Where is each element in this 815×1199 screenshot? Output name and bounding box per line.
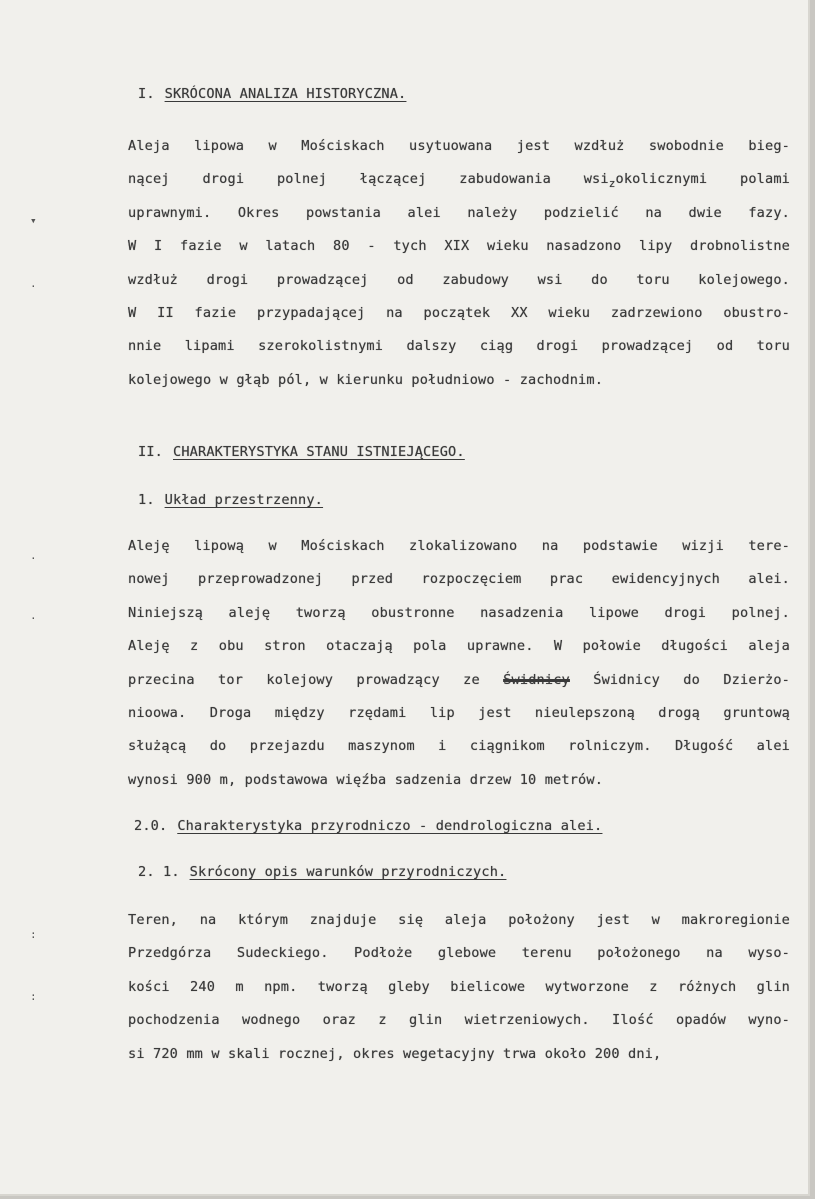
subsection-heading-2-0: 2.0. Charakterystyka przyrodniczo - dendrologiczna alei. — [134, 818, 603, 834]
text-line: W I fazie w latach 80 - tych XIX wieku nasadzono lipy drobnolistne — [128, 238, 790, 255]
section-title: Skrócony opis warunków przyrodniczych. — [189, 864, 507, 880]
paragraph-layout — [128, 530, 790, 797]
text-line: nowej przeprowadzonej przed rozpoczęciem prac ewidencyjnych alei. — [128, 571, 790, 588]
text-line: służącą do przejazdu maszynom i ciągnikom rolniczym. Długość alei — [128, 738, 790, 755]
margin-mark: : — [30, 928, 37, 941]
text-line: wynosi 900 m, podstawowa więźba sadzenia drzew 10 metrów. — [128, 771, 604, 788]
struck-word: Świdnicy — [503, 671, 570, 688]
text-line: nioowa. Droga między rzędami lip jest nieulepszoną drogą gruntową — [128, 705, 790, 722]
section-title: SKRÓCONA ANALIZA HISTORYCZNA. — [164, 86, 407, 102]
section-title: CHARAKTERYSTYKA STANU ISTNIEJĄCEGO. — [173, 444, 465, 460]
subsection-heading-1: 1. Układ przestrzenny. — [138, 492, 324, 508]
section-title: Układ przestrzenny. — [164, 492, 324, 508]
margin-mark: : — [30, 990, 37, 1003]
margin-mark: · — [30, 552, 37, 565]
text-line: nnie lipami szerokolistnymi dalszy ciąg drogi prowadzącej od toru — [128, 338, 790, 355]
section-heading-1: I. SKRÓCONA ANALIZA HISTORYCZNA. — [138, 86, 407, 102]
text-line: si 720 mm w skali rocznej, okres wegetacyjny trwa około 200 dni, — [128, 1045, 662, 1062]
text-line: wzdłuż drogi prowadzącej od zabudowy wsi do toru kolejowego. — [128, 271, 790, 288]
text-line: uprawnymi. Okres powstania alei należy podzielić na dwie fazy. — [128, 204, 790, 221]
margin-mark: · — [30, 280, 37, 293]
text-line: nącej drogi polnej łączącej zabudowania wsi$_z$okolicznymi polami — [128, 171, 791, 191]
subsection-heading-2-1: 2. 1. Skrócony opis warunków przyrodniczych. — [138, 864, 507, 880]
text-line: Teren, na którym znajduje się aleja położony jest w makroregionie — [128, 912, 790, 928]
text-line: pochodzenia wodnego oraz z glin wietrzeniowych. Ilość opadów wyno- — [128, 1012, 790, 1029]
section-heading-2: II. CHARAKTERYSTYKA STANU ISTNIEJĄCEGO. — [138, 444, 465, 460]
text-line: Przedgórza Sudeckiego. Podłoże glebowe terenu położonego na wyso- — [128, 945, 790, 962]
text-line: Niniejszą aleję tworzą obustronne nasadzenia lipowe drogi polnej. — [128, 604, 790, 621]
text-line: W II fazie przypadającej na początek XX wieku zadrzewiono obustro- — [128, 305, 790, 322]
paragraph-conditions — [128, 904, 790, 1071]
text-line: kości 240 m npm. tworzą gleby bielicowe wytworzone z różnych glin — [128, 978, 790, 995]
margin-mark: · — [30, 612, 37, 625]
paragraph-history — [128, 130, 790, 397]
margin-mark: ▾ — [30, 214, 37, 227]
text-line: przecina tor kolejowy prowadzący ze Świdnicy Świdnicy do Dzierżo- — [128, 671, 790, 688]
text-line: Aleję z obu stron otaczają pola uprawne. W połowie długości aleja — [128, 638, 790, 655]
text-line: Aleja lipowa w Mościskach usytuowana jest wzdłuż swobodnie bieg- — [128, 138, 790, 154]
text-line: Aleję lipową w Mościskach zlokalizowano na podstawie wizji tere- — [128, 538, 790, 554]
text-line: kolejowego w głąb pól, w kierunku południowo - zachodnim. — [128, 371, 604, 388]
section-title: Charakterystyka przyrodniczo - dendrologiczna alei. — [177, 818, 603, 834]
